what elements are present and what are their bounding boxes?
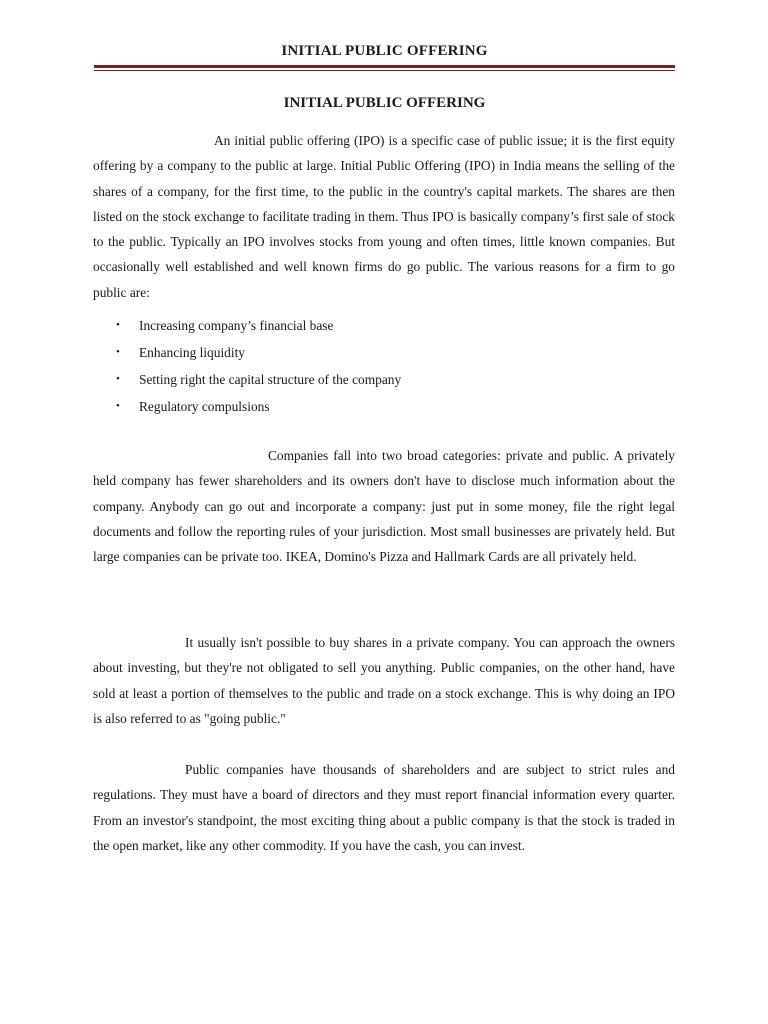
- bullet-icon: •: [116, 400, 120, 412]
- paragraph-private-public: Companies fall into two broad categories: private and public. A privately held company has fewer shareholders and its owners don't have to disclose much information about the company. Anybody can go out and incorporate a company: just put in some money, file the right legal documents and follow the reporting rules of your jurisdiction. Most small businesses are privately held. But large companies can be private too. IKEA, Domino's Pizza and Hallmark Cards are all privately held.: [93, 448, 675, 565]
- list-item: [93, 312, 675, 339]
- paragraph-intro: An initial public offering (IPO) is a specific case of public issue; it is the first equity offering by a company to the public at large. Initial Public Offering (IPO) in India means the selling of the shares of a company, for the first time, to the public in the country's capital markets. The shares are then listed on the stock exchange to facilitate trading in them. Thus IPO is basically company’s first sale of stock to the public. Typically an IPO involves stocks from young and often times, little known companies. But occasionally well established and well known firms do go public. The various reasons for a firm to go public are:: [93, 133, 675, 300]
- list-item: [93, 393, 675, 420]
- header-rule-thin: [94, 70, 675, 71]
- paragraph-public-companies: Public companies have thousands of shareholders and are subject to strict rules and regulations. They must have a board of directors and they must report financial information every quarter. From an investor's standpoint, the most exciting thing about a public company is that the stock is traded in the open market, like any other commodity. If you have the cash, you can invest.: [93, 762, 675, 853]
- bullet-icon: •: [116, 346, 120, 358]
- document-title: INITIAL PUBLIC OFFERING: [283, 95, 486, 111]
- reasons-list: [93, 312, 675, 420]
- header-rule-thick: [94, 65, 675, 68]
- list-item-text: Regulatory compulsions: [139, 399, 270, 414]
- list-item: [93, 366, 675, 393]
- paragraph-private-shares: It usually isn't possible to buy shares in a private company. You can approach the owners about investing, but they're not obligated to sell you anything. Public companies, on the other hand, have sold at least a portion of themselves to the public and trade on a stock exchange. This is why doing an IPO is also referred to as "going public.": [93, 635, 675, 726]
- bullet-icon: •: [116, 373, 120, 385]
- list-item: [93, 339, 675, 366]
- bullet-icon: •: [116, 319, 120, 331]
- list-item-text: Enhancing liquidity: [139, 345, 245, 360]
- list-item-text: Setting right the capital structure of the company: [139, 372, 402, 387]
- list-item-text: Increasing company’s financial base: [139, 318, 334, 333]
- running-header: INITIAL PUBLIC OFFERING: [281, 43, 488, 59]
